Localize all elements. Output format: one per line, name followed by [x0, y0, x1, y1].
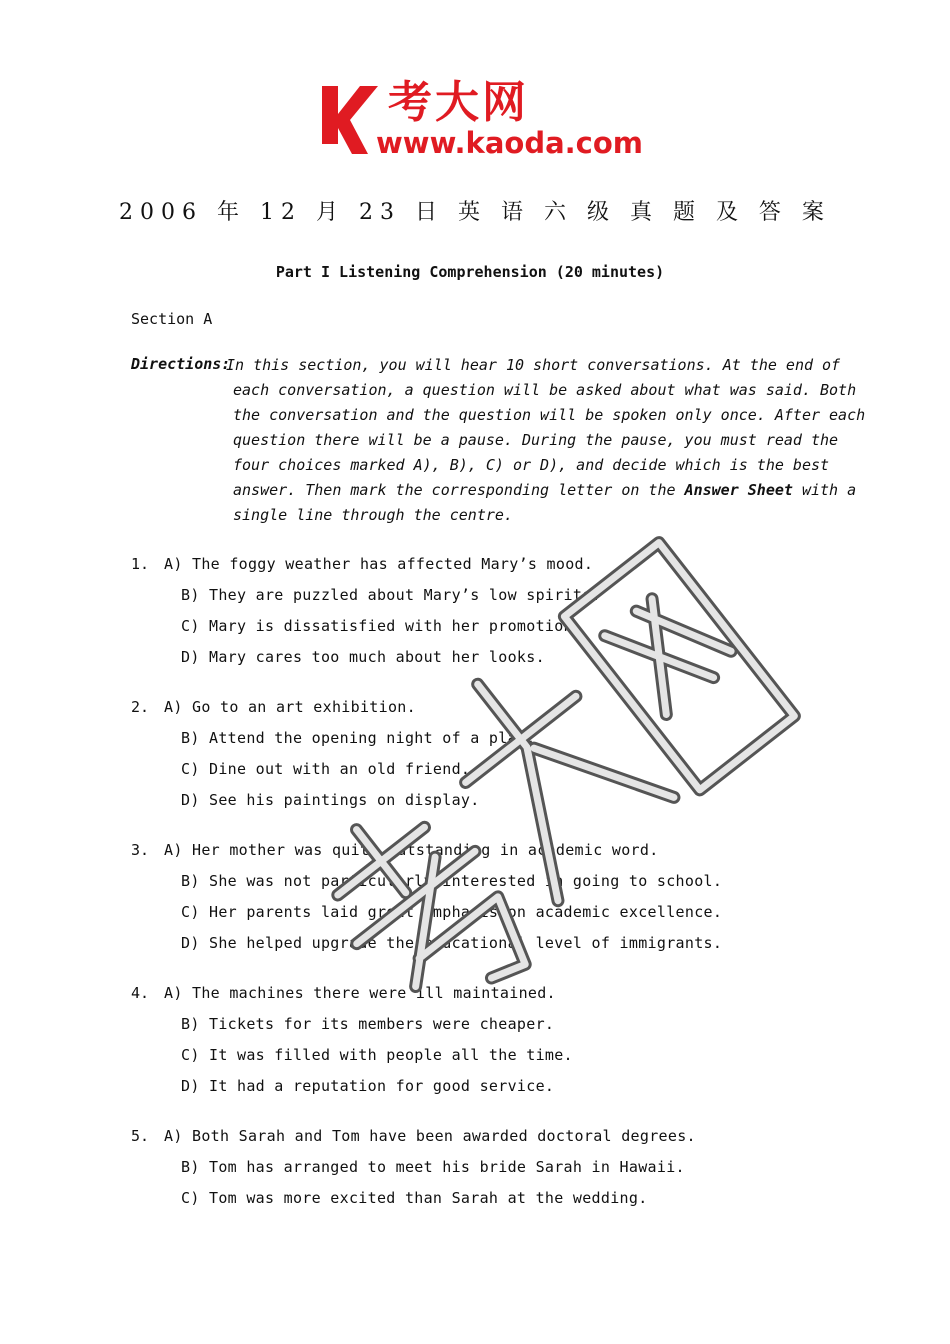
kaoda-logo[interactable]: [318, 78, 648, 160]
option-a: A) Her mother was quite outstanding in academic word.: [164, 841, 659, 859]
option-b: B) Tom has arranged to meet his bride Sarah in Hawaii.: [181, 1158, 685, 1176]
option-c: C) Her parents laid great emphasis on academic excellence.: [181, 903, 723, 921]
section-label: Section A: [131, 310, 213, 328]
option-b: B) She was not particularly interested in going to school.: [181, 872, 723, 890]
logo-brand-text: 考大网: [388, 77, 529, 128]
directions-line: In this section, you will hear 10 short conversations. At the end of: [226, 356, 841, 374]
question-number: 1.: [131, 555, 150, 573]
option-a: A) Go to an art exhibition.: [164, 698, 416, 716]
directions-line: single line through the centre.: [233, 506, 513, 524]
option-c: C) Tom was more excited than Sarah at the wedding.: [181, 1189, 648, 1207]
question-number: 4.: [131, 984, 150, 1002]
logo-url: www.kaoda.com: [376, 126, 643, 160]
option-a: A) Both Sarah and Tom have been awarded doctoral degrees.: [164, 1127, 696, 1145]
option-d: D) Mary cares too much about her looks.: [181, 648, 545, 666]
question-number: 5.: [131, 1127, 150, 1145]
directions-line: four choices marked A), B), C) or D), and decide which is the best: [233, 456, 830, 474]
option-d: D) It had a reputation for good service.: [181, 1077, 555, 1095]
option-a: A) The foggy weather has affected Mary’s mood.: [164, 555, 594, 573]
option-b: B) Attend the opening night of a play.: [181, 729, 536, 747]
option-c: C) It was filled with people all the time.: [181, 1046, 573, 1064]
option-c: C) Mary is dissatisfied with her promotion.: [181, 617, 583, 635]
directions-line: the conversation and the question will be spoken only once. After each: [233, 406, 866, 424]
option-c: C) Dine out with an old friend.: [181, 760, 471, 778]
question-number: 3.: [131, 841, 150, 859]
option-b: B) They are puzzled about Mary’s low spirits.: [181, 586, 601, 604]
answer-sheet-emphasis: Answer Sheet: [684, 481, 793, 499]
directions-label: Directions:: [131, 355, 231, 373]
directions-text: answer. Then mark the corresponding letter on the: [233, 481, 685, 499]
option-a: A) The machines there were ill maintained.: [164, 984, 556, 1002]
part-title: Part I Listening Comprehension (20 minutes): [275, 263, 665, 281]
page-title: 2006 年 12 月 23 日 英 语 六 级 真 题 及 答 案: [119, 200, 831, 225]
logo-k-icon: [318, 78, 382, 156]
directions-text: with a: [792, 481, 857, 499]
directions-line: question there will be a pause. During the pause, you must read the: [233, 431, 839, 449]
question-number: 2.: [131, 698, 150, 716]
directions-line: [233, 480, 857, 500]
option-d: D) See his paintings on display.: [181, 791, 480, 809]
option-b: B) Tickets for its members were cheaper.: [181, 1015, 555, 1033]
directions-line: each conversation, a question will be asked about what was said. Both: [233, 381, 857, 399]
option-d: D) She helped upgrade the educational level of immigrants.: [181, 934, 723, 952]
